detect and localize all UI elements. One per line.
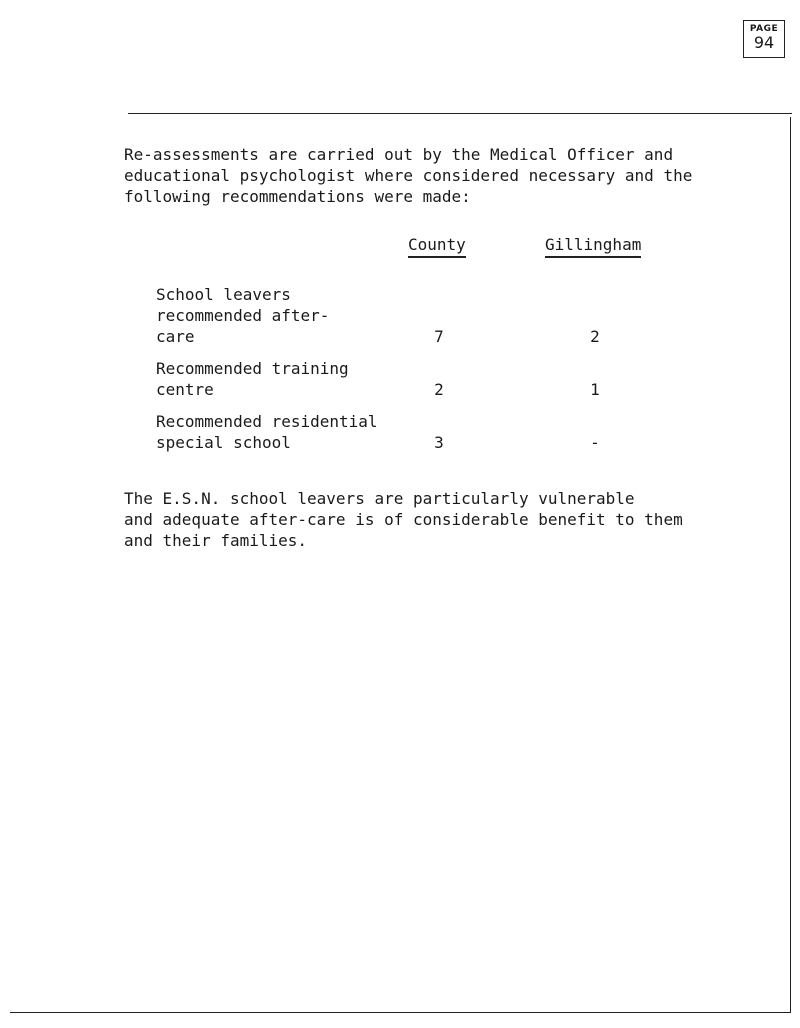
page-label: PAGE (749, 24, 779, 34)
cell-county-training-centre: 2 (434, 380, 444, 399)
cell-gillingham-school-leavers: 2 (590, 327, 600, 346)
cell-gillingham-residential-school: - (590, 433, 600, 452)
cell-county-residential-school: 3 (434, 433, 444, 452)
row-label-residential-school: Recommended residential special school (156, 412, 378, 452)
page-number-box (743, 20, 785, 58)
row-label-school-leavers: School leavers recommended after- care (156, 285, 330, 346)
page-number: 94 (753, 33, 775, 52)
page-frame (10, 117, 791, 1013)
closing-paragraph: The E.S.N. school leavers are particularly vulnerable and adequate after-care is of considerable benefit to them and their families. (124, 489, 683, 550)
cell-gillingham-training-centre: 1 (590, 380, 600, 399)
intro-paragraph: Re-assessments are carried out by the Medical Officer and educational psychologist where considered necessary and the following recommendations were made: (124, 145, 693, 206)
top-rule (128, 113, 792, 114)
cell-county-school-leavers: 7 (434, 327, 444, 346)
row-label-training-centre: Recommended training centre (156, 359, 349, 399)
column-header-county: County (408, 234, 466, 258)
column-header-gillingham: Gillingham (545, 234, 641, 258)
